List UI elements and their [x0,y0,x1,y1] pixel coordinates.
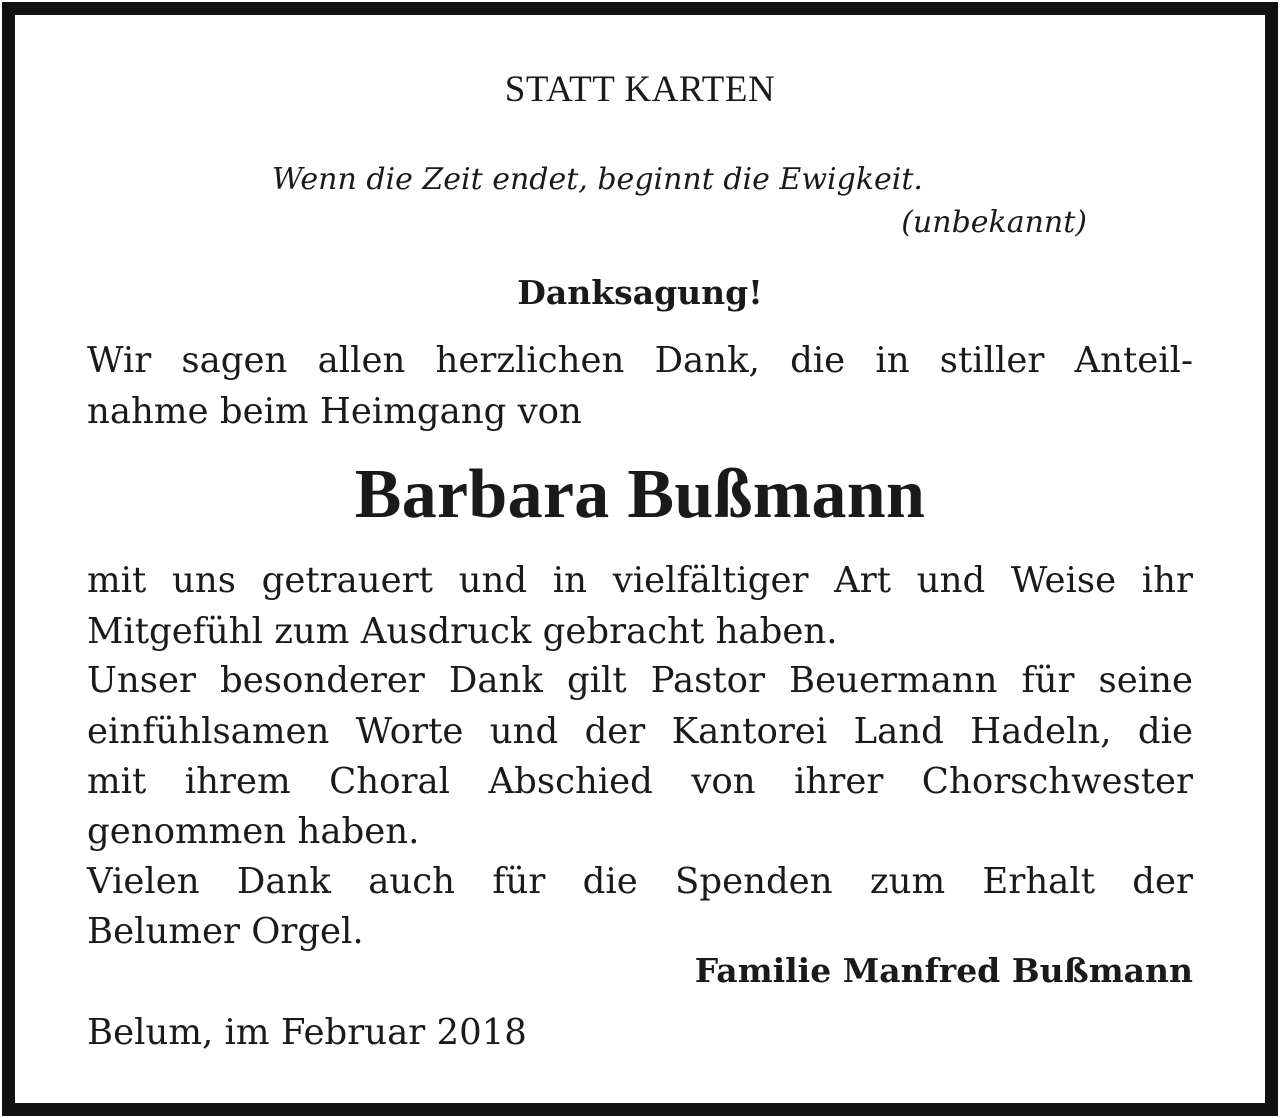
body-line: genommen haben. [87,811,420,852]
notice-title: Danksagung! [517,273,763,312]
body-line: Mitgefühl zum Ausdruck gebracht haben. [87,611,838,652]
intro-line: nahme beim Heimgang von [87,391,582,432]
body-line: mit uns getrauert und in vielfältiger Art und Weise ihr [87,560,1193,601]
deceased-name: Barbara Bußmann [354,456,926,533]
body-line: Unser besonderer Dank gilt Pastor Beuermann für seine [87,660,1193,701]
body-line: Belumer Orgel. [87,911,364,952]
body-line: Vielen Dank auch für die Spenden zum Erhalt der [87,861,1193,902]
place-date: Belum, im Februar 2018 [87,1012,527,1053]
notice-content [87,15,1193,1103]
body-line: einfühlsamen Worte und der Kantorei Land Hadeln, die [87,711,1193,752]
body-line: mit ihrem Choral Abschied von ihrer Chorschwester [87,761,1193,802]
motto-quote: Wenn die Zeit endet, beginnt die Ewigkeit. [272,162,923,197]
signature: Familie Manfred Bußmann [694,951,1193,990]
notice-heading: STATT KARTEN [504,69,776,110]
motto-source: (unbekannt) [901,205,1087,240]
intro-line: Wir sagen allen herzlichen Dank, die in stiller Anteil- [87,340,1193,381]
obituary-notice [2,2,1278,1116]
